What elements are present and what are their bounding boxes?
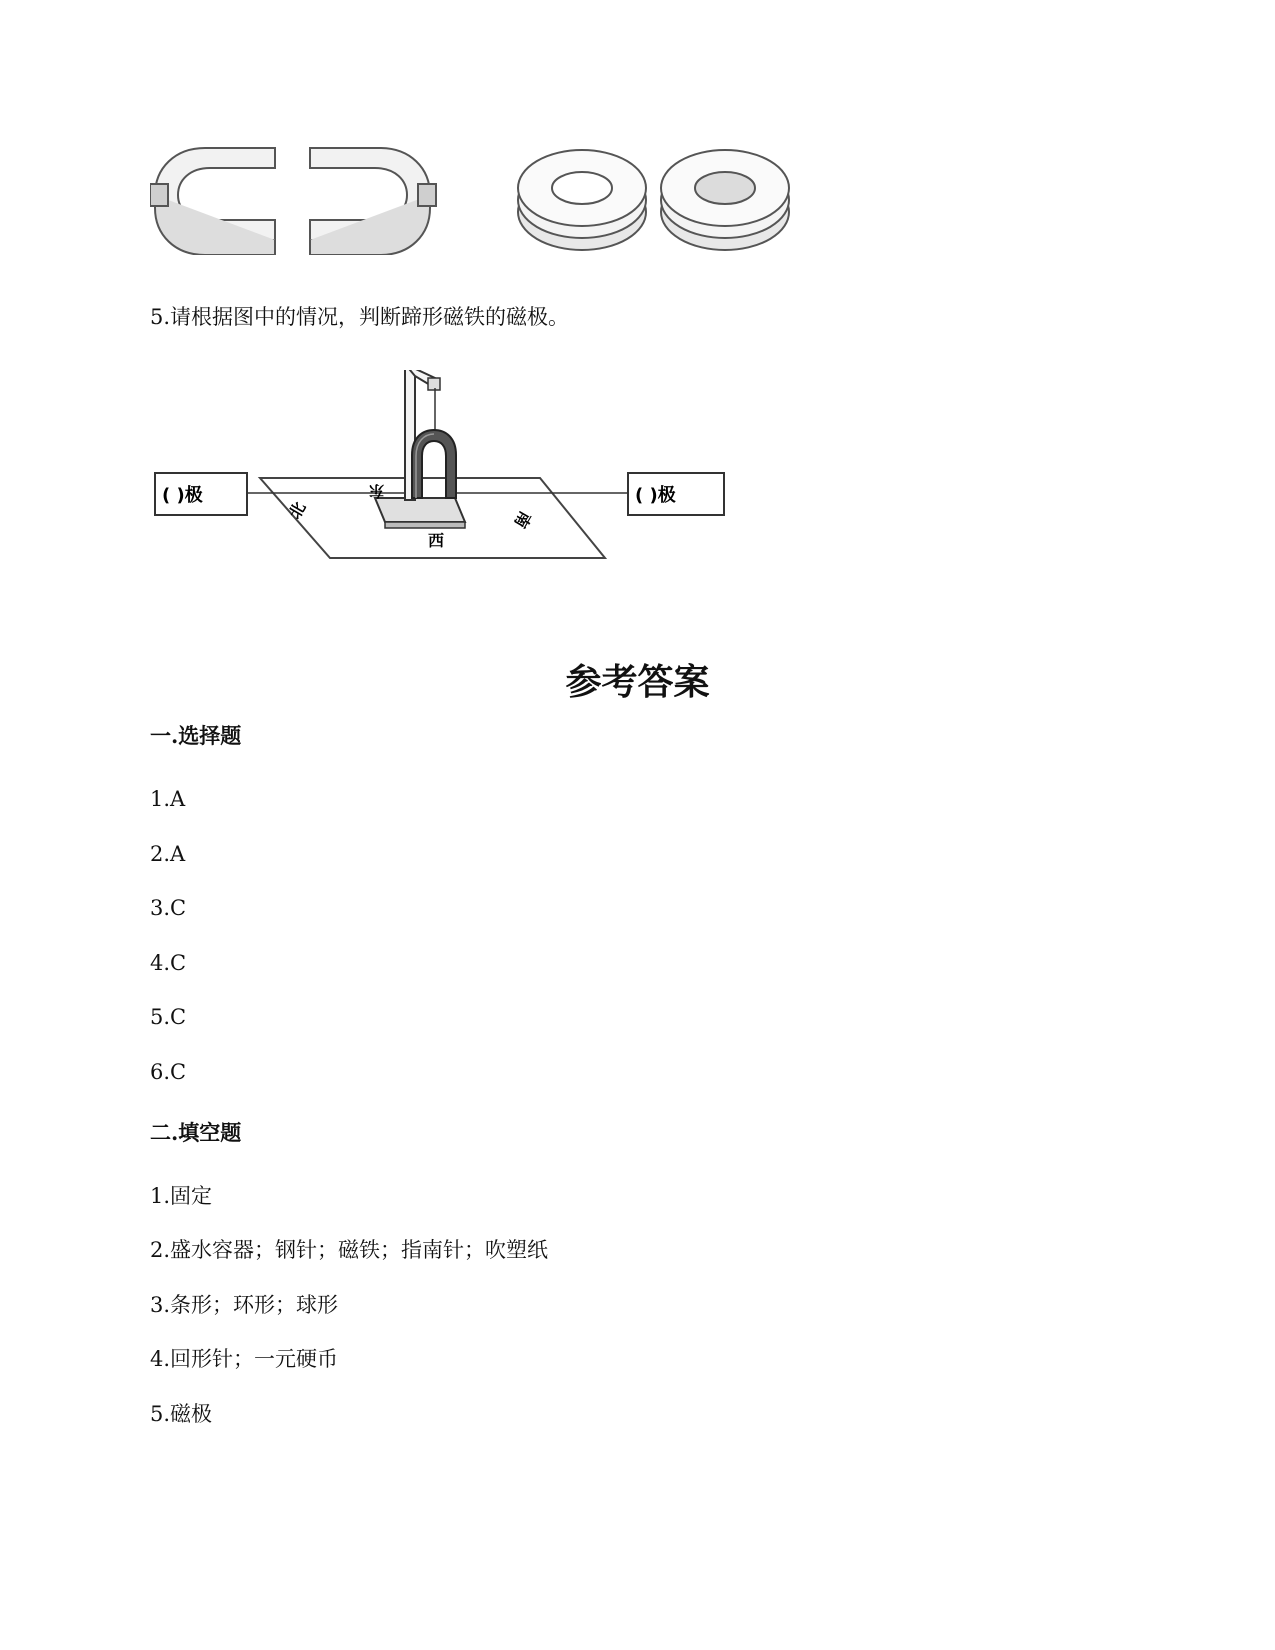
- ring-magnet-right: [661, 150, 789, 250]
- question-5-text: 5.请根据图中的情况，判断蹄形磁铁的磁极。: [150, 305, 570, 329]
- horseshoe-magnet-figure: [150, 370, 770, 600]
- direction-north: 北: [285, 498, 310, 522]
- magnet-shapes-figure: [150, 140, 830, 255]
- answer-item: 4.回形针；一元硬币: [150, 1347, 339, 1371]
- section-heading-fill-blank: 二.填空题: [150, 1120, 242, 1145]
- answer-item: 4.C: [150, 951, 187, 975]
- section-heading-choice: 一.选择题: [150, 723, 242, 748]
- ring-magnet-left: [518, 150, 646, 250]
- answer-item: 3.条形；环形；球形: [150, 1293, 339, 1317]
- u-magnet-right: [310, 148, 436, 255]
- left-pole-label: ( )极: [162, 485, 203, 506]
- answer-item: 5.磁极: [150, 1402, 213, 1426]
- direction-east: 东: [368, 482, 384, 500]
- direction-south: 南: [510, 508, 535, 532]
- answer-item: 5.C: [150, 1005, 187, 1029]
- stand-base: [375, 498, 465, 522]
- answers-title: 参考答案: [565, 661, 710, 703]
- answer-item: 2.A: [150, 842, 186, 866]
- answer-item: 2.盛水容器；钢针；磁铁；指南针；吹塑纸: [150, 1238, 549, 1262]
- answer-item: 3.C: [150, 896, 187, 920]
- answer-item: 6.C: [150, 1060, 187, 1084]
- direction-west: 西: [428, 531, 445, 550]
- answer-item: 1.A: [150, 787, 186, 811]
- right-pole-label: ( )极: [635, 485, 676, 506]
- u-magnet-left: [150, 148, 275, 255]
- answer-item: 1.固定: [150, 1184, 213, 1208]
